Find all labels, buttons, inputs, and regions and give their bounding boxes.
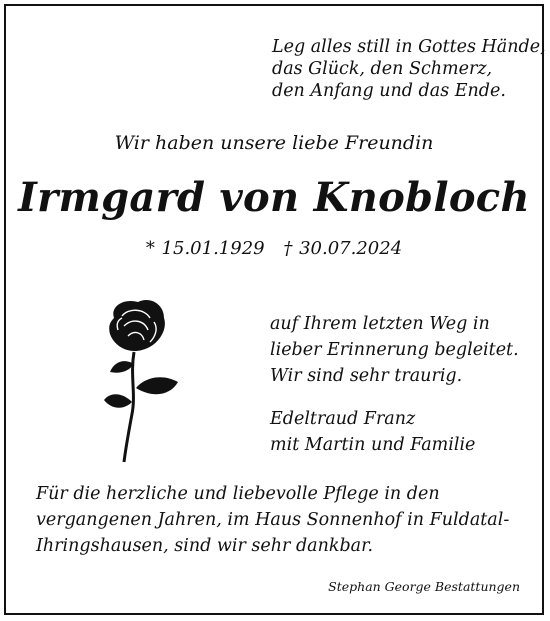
death-date: † 30.07.2024 — [283, 238, 403, 259]
deceased-name: Irmgard von Knobloch — [18, 174, 530, 221]
poem-line: den Anfang und das Ende. — [272, 81, 506, 101]
intro-text: Wir haben unsere liebe Freundin — [114, 132, 434, 154]
thanks-line: Für die herzliche und liebevolle Pflege in den — [36, 484, 440, 504]
obituary-card — [4, 4, 544, 615]
life-dates — [6, 238, 542, 259]
message-line: lieber Erinnerung begleitet. — [270, 340, 519, 360]
family-signature — [270, 406, 475, 458]
poem-line: das Glück, den Schmerz, — [272, 59, 493, 79]
poem-line: Leg alles still in Gottes Hände, — [272, 37, 546, 57]
message-line: auf Ihrem letzten Weg in — [270, 314, 490, 334]
thanks-line: vergangenen Jahren, im Haus Sonnenhof in Fuldatal- — [36, 510, 510, 530]
funeral-home: Stephan George Bestattungen — [328, 579, 520, 594]
family-line: Edeltraud Franz — [270, 409, 416, 429]
message-line: Wir sind sehr traurig. — [270, 366, 463, 386]
farewell-message — [270, 311, 519, 389]
thanks-text — [36, 481, 509, 559]
rose-icon — [94, 296, 184, 466]
family-line: mit Martin und Familie — [270, 435, 476, 455]
poem-verse — [272, 36, 546, 102]
thanks-line: Ihringshausen, sind wir sehr dankbar. — [36, 536, 374, 556]
birth-date: * 15.01.1929 — [145, 238, 265, 259]
